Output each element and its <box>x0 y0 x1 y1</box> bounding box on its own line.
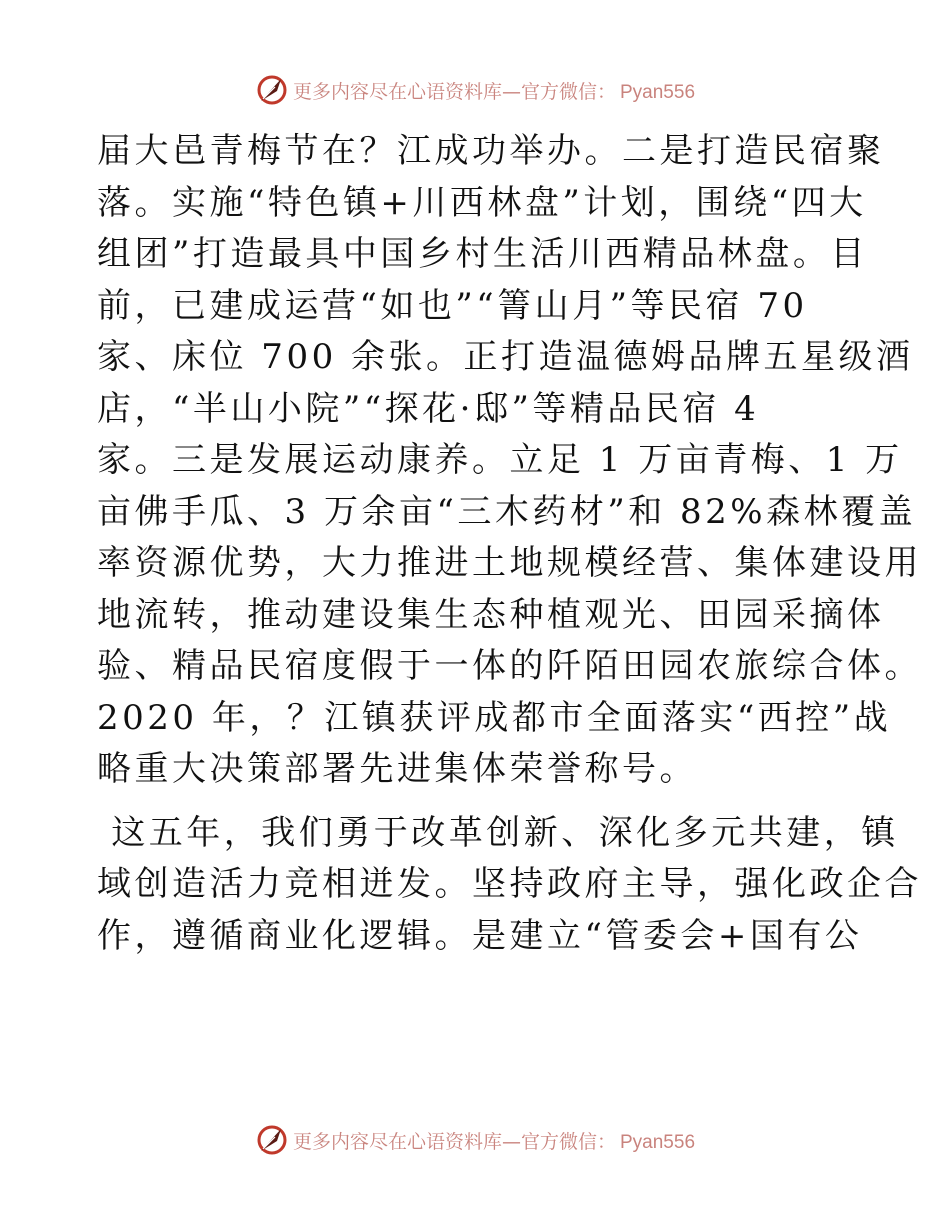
text-line: 率资源优势，大力推进土地规模经营、集体建设用 <box>97 543 922 583</box>
document-body <box>97 126 922 962</box>
text-line: 作，遵循商业化逻辑。是建立“管委会+国有公 <box>97 915 863 956</box>
wechat-id: Pyan556 <box>620 1131 696 1153</box>
paragraph-1 <box>97 126 922 796</box>
text-line: 店，“半山小院”“探花·邸”等精品民宿 4 <box>97 388 760 429</box>
watermark-text: 更多内容尽在心语资料库—官方微信： Pyan556 <box>292 1130 696 1153</box>
paragraph-2 <box>97 808 922 963</box>
text-line: 域创造活力竞相迸发。坚持政府主导，强化政企合 <box>97 864 922 904</box>
feather-circle-logo-icon <box>255 1123 289 1157</box>
text-line: 届大邑青梅节在？江成功举办。二是打造民宿聚 <box>97 131 885 171</box>
text-line: 这五年，我们勇于改革创新、深化多元共建，镇 <box>97 812 899 853</box>
text-line: 家、床位 700 余张。正打造温德姆品牌五星级酒 <box>97 337 914 377</box>
footer-watermark <box>0 1120 950 1160</box>
text-line: 亩佛手瓜、3 万余亩“三木药材”和 82%森林覆盖 <box>97 491 917 532</box>
header-watermark <box>0 70 950 110</box>
text-line: 组团”打造最具中国乡村生活川西精品林盘。目 <box>97 234 868 274</box>
text-line: 家。三是发展运动康养。立足 1 万亩青梅、1 万 <box>97 440 903 480</box>
text-line: 2020 年，？江镇获评成都市全面落实“西控”战 <box>97 697 892 738</box>
text-line: 地流转，推动建设集生态种植观光、田园采摘体 <box>97 594 885 635</box>
watermark-text: 更多内容尽在心语资料库—官方微信： Pyan556 <box>292 80 696 103</box>
text-line: 验、精品民宿度假于一体的阡陌田园农旅综合体。 <box>97 646 922 686</box>
feather-circle-logo-icon <box>255 73 289 107</box>
wechat-id: Pyan556 <box>620 81 696 103</box>
text-line: 落。实施“特色镇+川西林盘”计划，围绕“四大 <box>97 182 867 223</box>
text-line: 略重大决策部署先进集体荣誉称号。 <box>97 749 697 789</box>
text-line: 前，已建成运营“如也”“箐山月”等民宿 70 <box>97 285 808 326</box>
